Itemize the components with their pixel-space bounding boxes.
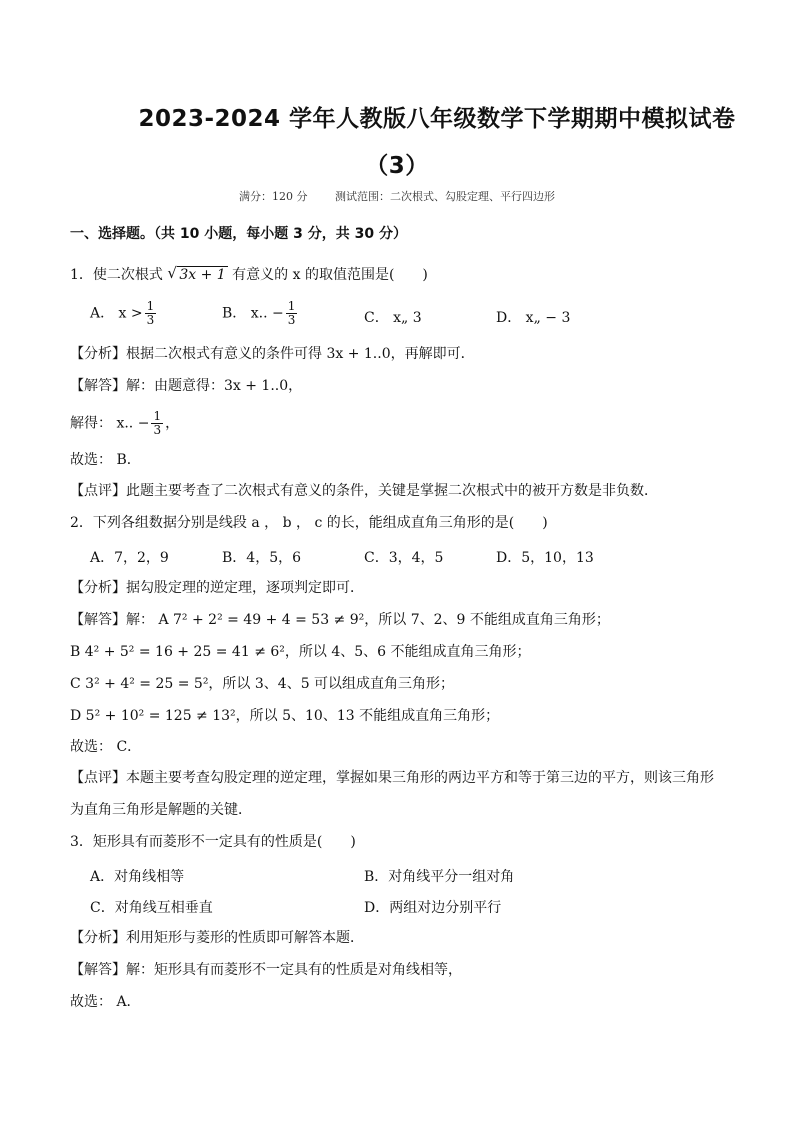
q1-analysis: 【分析】根据二次根式有意义的条件可得 3x + 1..0，再解即可．: [70, 346, 475, 362]
q3-option-c: C．对角线互相垂直: [90, 900, 213, 916]
q2-option-d: D．5，10，13: [496, 550, 594, 566]
q1-choice: 故选： B．: [70, 452, 141, 468]
q3-choice: 故选： A．: [70, 994, 141, 1010]
full-score: 满分：120 分: [239, 190, 308, 203]
q2-stem: 2．下列各组数据分别是线段 a ， b ， c 的长，能组成直角三角形的是( ): [70, 515, 548, 531]
q3-analysis: 【分析】利用矩形与菱形的性质即可解答本题．: [70, 930, 364, 946]
exam-meta: [0, 188, 794, 204]
q1-option-c: C． x„ 3: [364, 310, 422, 326]
q1-option-a: A． x > $\frac{1}{3}$: [90, 299, 155, 327]
q2-choice: 故选： C．: [70, 739, 142, 755]
exam-title: 2023-2024 学年人教版八年级数学下学期期中模拟试卷: [138, 106, 736, 132]
q2-answer: 【解答】解： A 7² + 2² = 49 + 4 = 53 ≠ 9²，所以 7、2、9 不能组成直角三角形；: [70, 612, 610, 628]
q1-option-b: B． x.. − $\frac{1}{3}$: [222, 299, 296, 327]
fraction: $\frac{1}{3}$: [287, 299, 296, 327]
section-heading: 一、选择题。（共 10 小题，每小题 3 分，共 30 分）: [70, 226, 407, 242]
q2-analysis: 【分析】据勾股定理的逆定理，逐项判定即可．: [70, 580, 364, 596]
q1-solution: 解得： x.. − $\frac{1}{3}$ ，: [70, 409, 180, 437]
fraction: $\frac{1}{3}$: [146, 299, 155, 327]
q2-comment: 【点评】本题主要考查勾股定理的逆定理，掌握如果三角形的两边平方和等于第三边的平方，则该三角形: [70, 770, 714, 786]
q2-option-b: B．4，5，6: [222, 550, 302, 566]
q2-comment-cont: 为直角三角形是解题的关键．: [70, 802, 252, 818]
q2-option-c: C．3，4，5: [364, 550, 444, 566]
q1-answer: 【解答】解：由题意得：3x + 1..0，: [70, 378, 303, 394]
sqrt-expression: √ 3x + 1: [167, 264, 226, 283]
q2-answer-c: C 3² + 4² = 25 = 5²，所以 3、4、5 可以组成直角三角形；: [70, 676, 455, 692]
q2-answer-d: D 5² + 10² = 125 ≠ 13²，所以 5、10、13 不能组成直角三角形；: [70, 708, 500, 724]
q1-stem: 1．使二次根式 √ 3x + 1 有意义的 x 的取值范围是( ): [70, 264, 428, 283]
q3-answer: 【解答】解：矩形具有而菱形不一定具有的性质是对角线相等，: [70, 962, 462, 978]
q1-option-d: D． x„ − 3: [496, 310, 571, 326]
q3-option-a: A．对角线相等: [90, 869, 185, 885]
q3-stem: 3．矩形具有而菱形不一定具有的性质是( ): [70, 834, 356, 850]
q3-option-b: B．对角线平分一组对角: [364, 869, 515, 885]
fraction: $\frac{1}{3}$: [153, 409, 162, 437]
test-scope: 测试范围：二次根式、勾股定理、平行四边形: [335, 190, 555, 203]
q2-option-a: A．7，2，9: [90, 550, 169, 566]
exam-title-number: （3）: [365, 153, 429, 179]
q2-answer-b: B 4² + 5² = 16 + 25 = 41 ≠ 6²，所以 4、5、6 不能组成直角三角形；: [70, 644, 531, 660]
q3-option-d: D．两组对边分别平行: [364, 900, 502, 916]
q1-comment: 【点评】此题主要考查了二次根式有意义的条件，关键是掌握二次根式中的被开方数是非负数．: [70, 483, 658, 499]
